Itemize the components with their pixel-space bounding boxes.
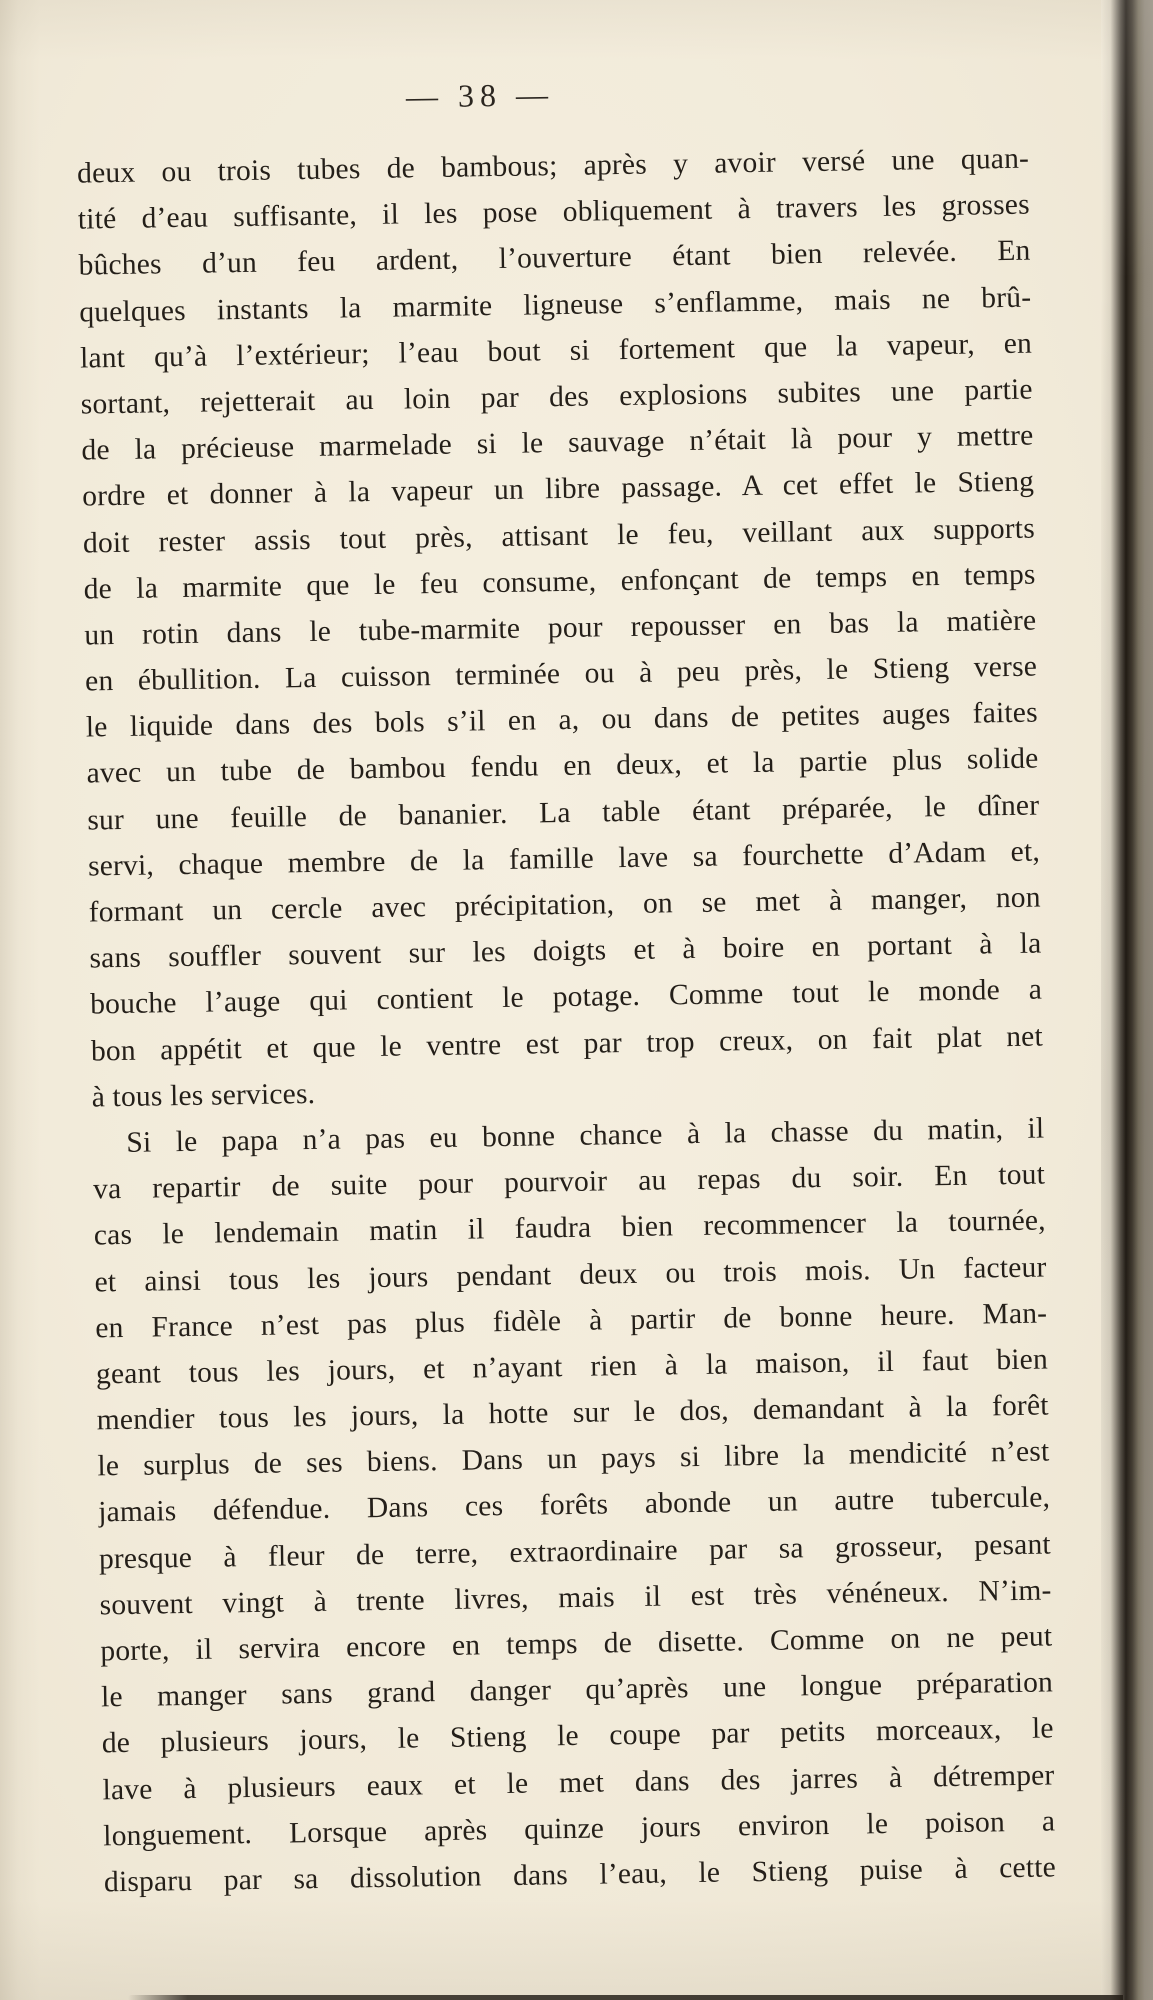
text-line: en ébullition. La cuisson terminée ou à peu près, le Stieng verse <box>84 650 1038 698</box>
text-line: sans souffler souvent sur les doigts et à boire en portant à la <box>89 927 1042 975</box>
text-line: jamais défendue. Dans ces forêts abonde un autre tubercule, <box>97 1481 1051 1529</box>
text-line: Si le papa n’a pas eu bonne chance à la chasse du matin, il <box>126 1112 1045 1159</box>
paragraph-1 <box>77 136 1044 1121</box>
text-line: porte, il servira encore en temps de disette. Comme on ne peut <box>100 1620 1053 1668</box>
text-line: bouche l’auge qui contient le potage. Comme tout le monde a <box>89 973 1043 1021</box>
text-line: tité d’eau suffisante, il les pose obliquement à travers les grosses <box>77 188 1031 236</box>
text-line: va repartir de suite pour pourvoir au repas du soir. En tout <box>92 1158 1046 1206</box>
text-line: le manger sans grand danger qu’après une longue préparation <box>100 1666 1054 1714</box>
text-line: lave à plusieurs eaux et le met dans des jarres à détremper <box>102 1758 1055 1806</box>
text-line: deux ou trois tubes de bambous; après y avoir versé une quan- <box>76 142 1030 190</box>
text-line: servi, chaque membre de la famille lave sa fourchette d’Adam et, <box>87 835 1041 883</box>
text-line: formant un cercle avec précipitation, on se met à manger, non <box>88 881 1041 929</box>
text-line: quelques instants la marmite ligneuse s’enflamme, mais ne brû- <box>79 281 1032 329</box>
text-line: bûches d’un feu ardent, l’ouverture étant bien relevée. En <box>78 234 1031 282</box>
text-line: doit rester assis tout près, attisant le feu, veillant aux supports <box>82 512 1036 560</box>
text-line: à tous les services. <box>91 1077 316 1114</box>
text-line: longuement. Lorsque après quinze jours environ le poison a <box>103 1805 1056 1853</box>
text-line: le liquide dans des bols s’il en a, ou dans de petites auges faites <box>85 696 1039 744</box>
text-line: de la marmite que le feu consume, enfonçant de temps en temps <box>83 558 1036 606</box>
text-line: sur une feuille de bananier. La table étant préparée, le dîner <box>87 789 1040 837</box>
text-line: lant qu’à l’extérieur; l’eau bout si fortement que la vapeur, en <box>79 327 1033 375</box>
text-line: en France n’est pas plus fidèle à partir de bonne heure. Man- <box>95 1297 1048 1345</box>
text-line: mendier tous les jours, la hotte sur le dos, demandant à la forêt <box>96 1389 1049 1437</box>
text-line: le surplus de ses biens. Dans un pays si libre la mendicité n’est <box>97 1435 1050 1483</box>
text-line: avec un tube de bambou fendu en deux, et la partie plus solide <box>86 742 1039 790</box>
page-body <box>77 136 1056 1906</box>
text-line: bon appétit et que le ventre est par trop creux, on fait plat net <box>90 1020 1044 1068</box>
text-line: presque à fleur de terre, extraordinaire par sa grosseur, pesant <box>98 1528 1052 1576</box>
text-line: et ainsi tous les jours pendant deux ou trois mois. Un facteur <box>94 1250 1047 1298</box>
page-content <box>76 69 1057 1906</box>
text-line: geant tous les jours, et n’ayant rien à la maison, il faut bien <box>95 1343 1049 1391</box>
text-line: cas le lendemain matin il faudra bien recommencer la tournée, <box>93 1204 1046 1252</box>
paragraph-2 <box>92 1105 1056 1905</box>
text-line: de plusieurs jours, le Stieng le coupe par petits morceaux, le <box>101 1712 1054 1760</box>
book-fore-edge-shadow <box>1101 0 1153 2000</box>
text-line: de la précieuse marmelade si le sauvage n’était là pour y mettre <box>81 419 1034 467</box>
text-line: sortant, rejetterait au loin par des explosions subites une partie <box>80 373 1033 421</box>
text-line: disparu par sa dissolution dans l’eau, le Stieng puise à cette <box>103 1851 1057 1899</box>
page-number: — 38 — <box>405 76 555 115</box>
text-line: un rotin dans le tube-marmite pour repousser en bas la matière <box>84 604 1037 652</box>
text-line: ordre et donner à la vapeur un libre passage. A cet effet le Stieng <box>81 465 1035 513</box>
text-line: souvent vingt à trente livres, mais il est très vénéneux. N’im- <box>99 1574 1052 1622</box>
bottom-edge-shadow <box>128 1995 1123 2000</box>
